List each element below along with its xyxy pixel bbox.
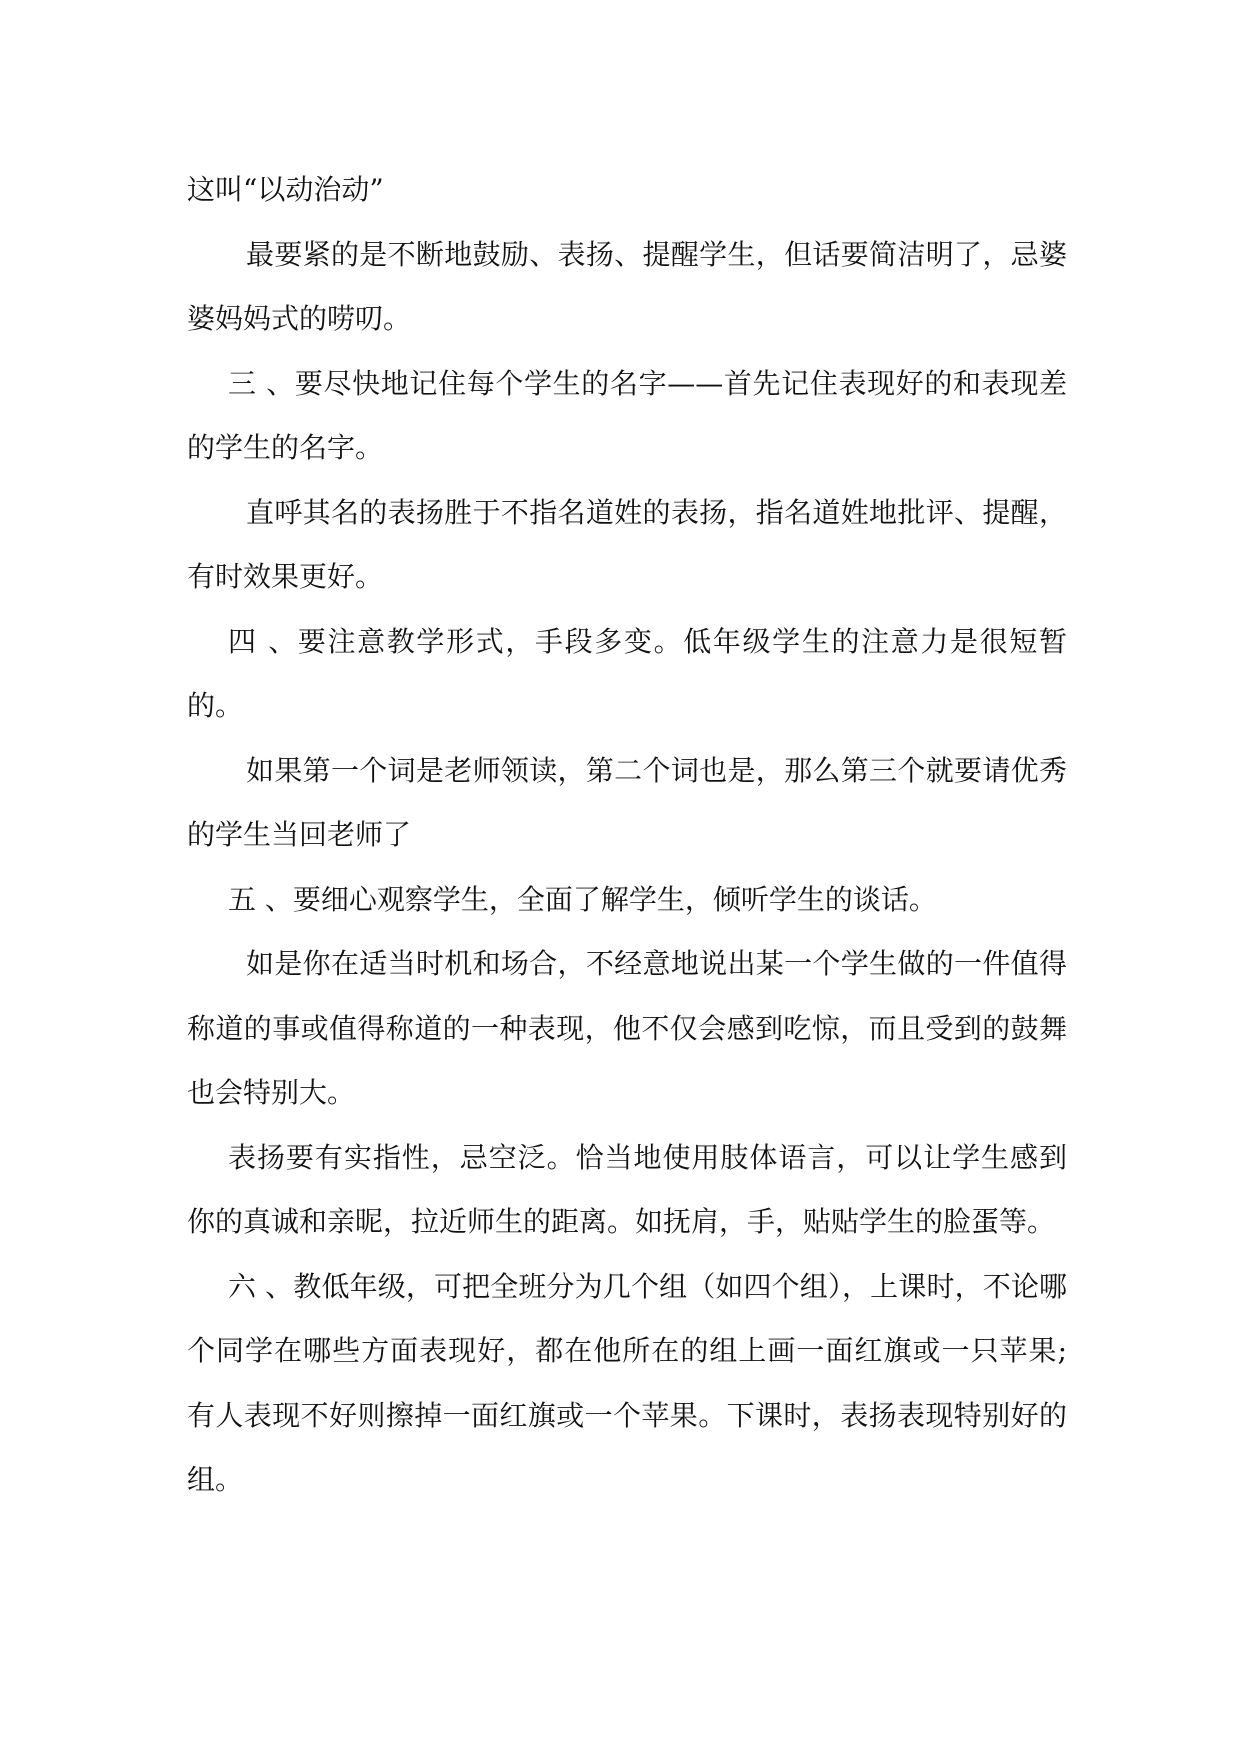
paragraph-5: 四 、要注意教学形式，手段多变。低年级学生的注意力是很短暂的。 <box>187 624 1067 722</box>
paragraph-3: 三 、要尽快地记住每个学生的名字——首先记住表现好的和表现差的学生的名字。 <box>187 366 1067 464</box>
paragraph-9: 表扬要有实指性，忌空泛。恰当地使用肢体语言，可以让学生感到你的真诚和亲昵，拉近师生的距离。如抚肩，手，贴贴学生的脸蛋等。 <box>187 1140 1067 1238</box>
paragraph-6: 如果第一个词是老师领读，第二个词也是，那么第三个就要请优秀的学生当回老师了 <box>187 753 1067 851</box>
paragraph-1: 这叫“以动治动” <box>187 173 384 206</box>
paragraph-8: 如是你在适当时机和场合，不经意地说出某一个学生做的一件值得称道的事或值得称道的一种表现，他不仅会感到吃惊，而且受到的鼓舞也会特别大。 <box>187 947 1067 1109</box>
paragraph-2: 最要紧的是不断地鼓励、表扬、提醒学生，但话要简洁明了，忌婆婆妈妈式的唠叨。 <box>187 237 1067 335</box>
paragraph-10: 六 、教低年级，可把全班分为几个组（如四个组），上课时，不论哪个同学在哪些方面表现好，都在他所在的组上画一面红旗或一只苹果; 有人表现不好则擦掉一面红旗或一个苹果。下课时，表扬表现特别好的组。 <box>187 1269 1067 1496</box>
paragraph-4: 直呼其名的表扬胜于不指名道姓的表扬，指名道姓地批评、提醒，有时效果更好。 <box>187 495 1067 593</box>
document-body <box>187 158 1067 1513</box>
paragraph-7: 五 、要细心观察学生，全面了解学生，倾听学生的谈话。 <box>228 882 937 916</box>
